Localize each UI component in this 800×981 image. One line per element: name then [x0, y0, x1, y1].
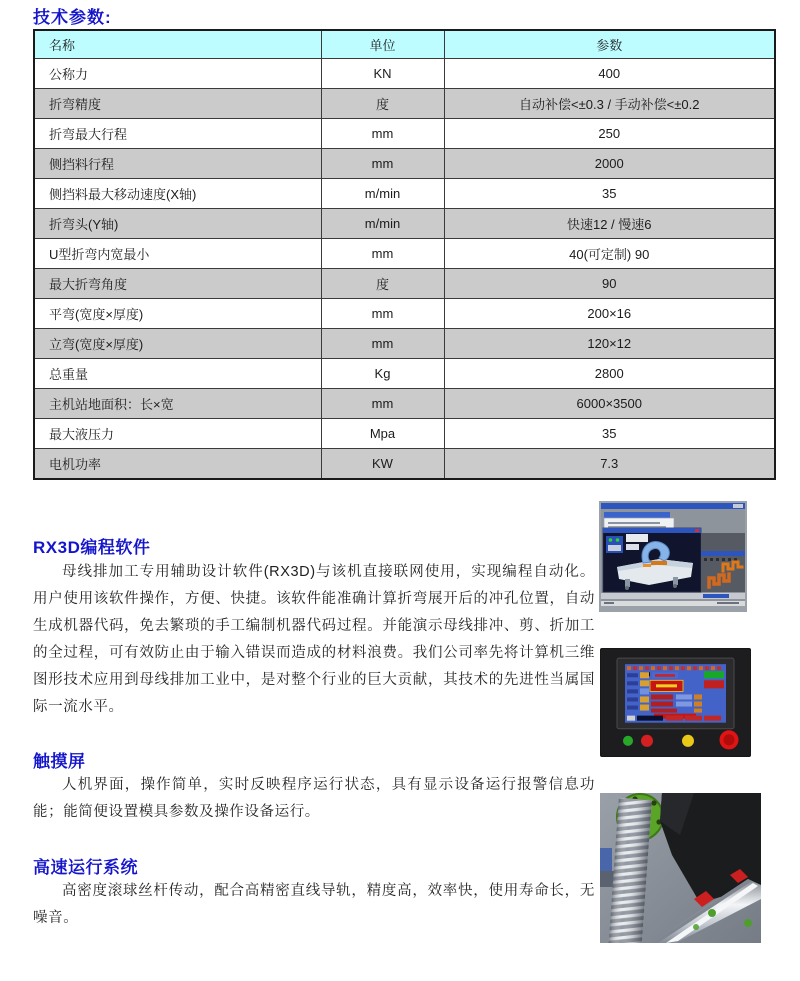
spec-name: 立弯(宽度×厚度)	[34, 329, 321, 359]
spec-value: 250	[444, 119, 775, 149]
section-body-touch-screen: 人机界面，操作简单，实时反映程序运行状态，具有显示设备运行报警信息功能；能简便设置模具参数及操作设备运行。	[33, 777, 595, 820]
table-row	[34, 209, 775, 239]
window-title-bar	[601, 503, 745, 509]
spec-name: 最大液压力	[34, 419, 321, 449]
spec-name: 总重量	[34, 359, 321, 389]
table-row	[34, 299, 775, 329]
spec-value: 35	[444, 179, 775, 209]
emergency-stop-button	[720, 730, 739, 749]
spec-value: 400	[444, 59, 775, 89]
section-heading-touch-screen: 触摸屏	[33, 752, 86, 771]
spec-value: 90	[444, 269, 775, 299]
ball-screw-photo	[600, 793, 761, 943]
spec-unit: mm	[321, 329, 444, 359]
table-row	[34, 419, 775, 449]
table-row	[34, 389, 775, 419]
close-icon	[695, 529, 699, 532]
spec-unit: 度	[321, 269, 444, 299]
table-row	[34, 359, 775, 389]
spec-unit: m/min	[321, 179, 444, 209]
section-body-rx3d-software: 母线排加工专用辅助设计软件(RX3D)与该机直接联网使用，实现编程自动化。用户使用该软件操作，方便、快捷。该软件能准确计算折弯展开后的冲孔位置，自动生成机器代码，免去繁琐的手工编制机器代码过程。并能演示母线排冲、剪、折加工的全过程，可有效防止由于输入错误而造成的材料浪费。我们公司率先将计算机三维图形技术应用到母线排加工业中，是对整个行业的巨大贡献，其技术的先进性当属国际一流水平。	[33, 564, 595, 715]
spec-table	[33, 29, 776, 480]
spec-name: 侧挡料最大移动速度(X轴)	[34, 179, 321, 209]
spec-unit: Mpa	[321, 419, 444, 449]
section-body-high-speed-system: 高密度滚球丝杆传动，配合高精密直线导轨，精度高，效率快，使用寿命长，无噪音。	[33, 883, 595, 926]
spec-value: 35	[444, 419, 775, 449]
spec-unit: mm	[321, 119, 444, 149]
spec-name: U型折弯内宽最小	[34, 239, 321, 269]
red-indicator-button	[641, 735, 653, 747]
touch-panel-photo	[600, 648, 751, 757]
spec-unit: mm	[321, 299, 444, 329]
spec-value: 2000	[444, 149, 775, 179]
column-header-unit: 单位	[321, 30, 444, 59]
spec-value: 40(可定制) 90	[444, 239, 775, 269]
spec-name: 折弯头(Y轴)	[34, 209, 321, 239]
green-indicator-button	[623, 736, 633, 746]
spec-value: 120×12	[444, 329, 775, 359]
spec-unit: mm	[321, 389, 444, 419]
spec-value: 快速12 / 慢速6	[444, 209, 775, 239]
spec-name: 折弯最大行程	[34, 119, 321, 149]
page-title: 技术参数:	[33, 8, 112, 27]
table-row	[34, 449, 775, 480]
table-row	[34, 239, 775, 269]
table-row	[34, 59, 775, 89]
spec-unit: m/min	[321, 209, 444, 239]
spec-name: 平弯(宽度×厚度)	[34, 299, 321, 329]
table-row	[34, 149, 775, 179]
spec-unit: KN	[321, 59, 444, 89]
spec-value: 6000×3500	[444, 389, 775, 419]
column-header-name: 名称	[34, 30, 321, 59]
spec-value: 200×16	[444, 299, 775, 329]
table-row	[34, 89, 775, 119]
spec-unit: mm	[321, 239, 444, 269]
spec-unit: Kg	[321, 359, 444, 389]
spec-unit: mm	[321, 149, 444, 179]
section-heading-rx3d-software: RX3D编程软件	[33, 538, 151, 557]
table-row	[34, 329, 775, 359]
spec-name: 公称力	[34, 59, 321, 89]
spec-name: 电机功率	[34, 449, 321, 480]
spec-value: 7.3	[444, 449, 775, 480]
table-row	[34, 119, 775, 149]
table-header-row	[34, 30, 775, 59]
spec-name: 侧挡料行程	[34, 149, 321, 179]
spec-name: 最大折弯角度	[34, 269, 321, 299]
column-header-value: 参数	[444, 30, 775, 59]
spec-name: 主机站地面积：长×宽	[34, 389, 321, 419]
spec-unit: KW	[321, 449, 444, 480]
table-row	[34, 269, 775, 299]
spec-value: 自动补偿<±0.3 / 手动补偿<±0.2	[444, 89, 775, 119]
rx3d-software-screenshot	[599, 501, 747, 612]
table-row	[34, 179, 775, 209]
spec-name: 折弯精度	[34, 89, 321, 119]
section-heading-high-speed-system: 高速运行系统	[33, 858, 138, 877]
spec-value: 2800	[444, 359, 775, 389]
spec-unit: 度	[321, 89, 444, 119]
yellow-indicator-button	[682, 735, 694, 747]
